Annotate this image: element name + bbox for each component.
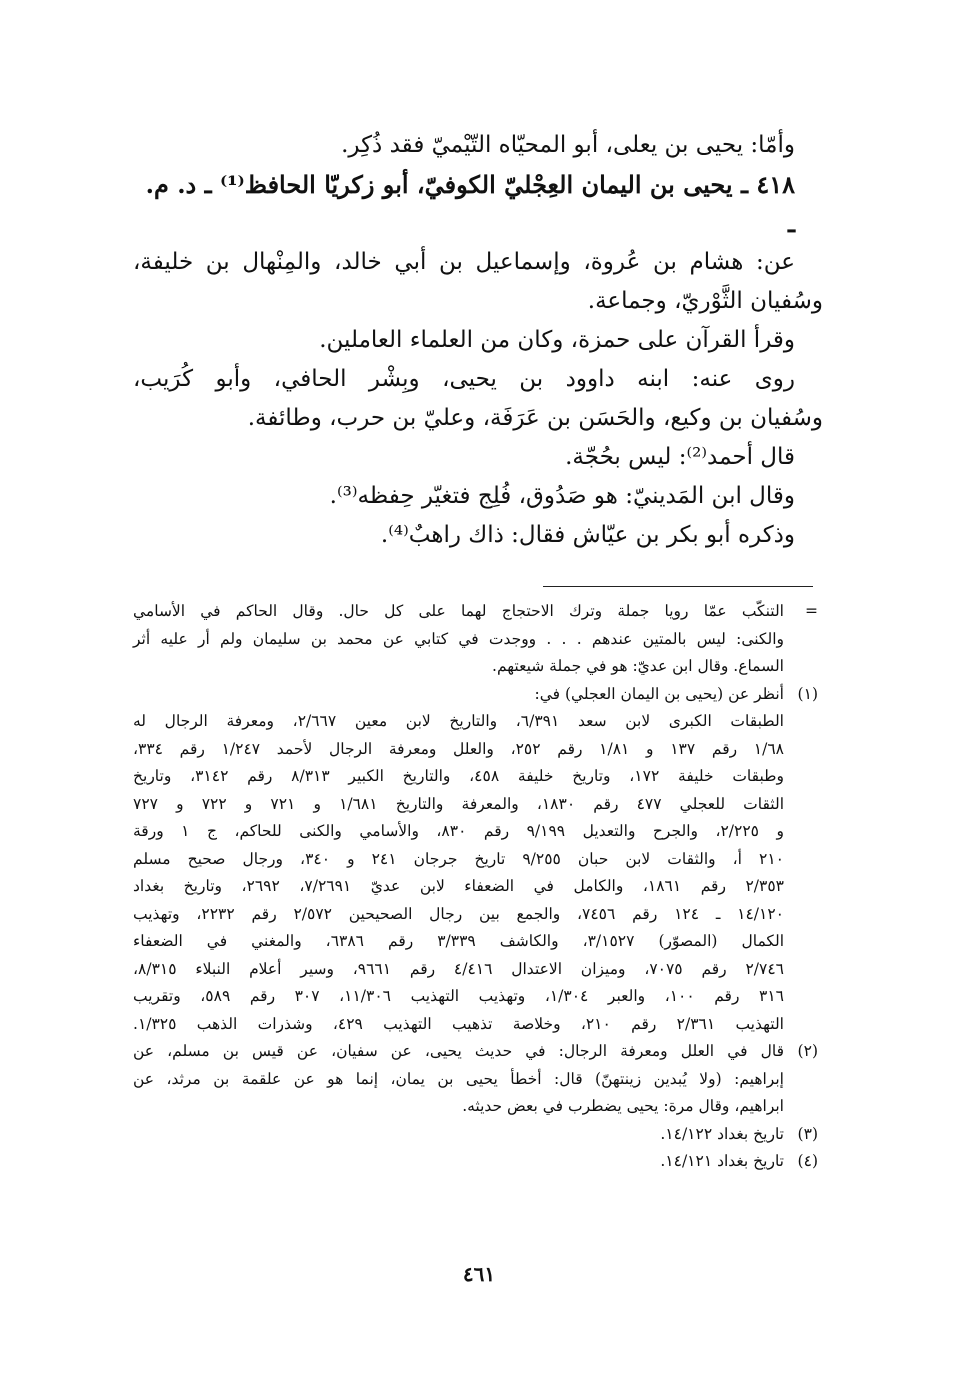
footnote-mark: = xyxy=(805,602,818,620)
footnotes xyxy=(133,598,818,1176)
footnote-divider xyxy=(543,586,813,587)
footnote-line: وطبقات خليفة ١٧٢، وتاريخ خليفة ٤٥٨، والتاريخ الكبير ٨/٣١٣ رقم ٣١٤٢، وتاريخ xyxy=(133,767,784,785)
footnote-line: الثقات للعجلي ٤٧٧ رقم ١٨٣٠، والمعرفة والتاريخ ١/٦٨١ و ٧٢١ و ٧٢٢ و ٧٢٧ xyxy=(133,794,785,813)
footnote-line: أنظر عن (يحيى بن اليمان العجلي) في: xyxy=(534,684,784,703)
footnote-mark: (٤) xyxy=(797,1152,818,1170)
text-line: عن: هشام بن عُروة، وإسماعيل بن أبي خالد، والمِنْهال بن خليفة، xyxy=(133,249,795,275)
footnote-line: ١٤/١٢٠ ـ ١٢٤ رقم ٧٤٥٦، والجمع بين رجال الصحيحين ٢/٥٧٢ رقم ٢٢٣٢، وتهذيب xyxy=(133,904,784,923)
text-line: وسُفيان بن وكيع، والحَسَن بن عَرَفَة، وعليّ بن حرب، وطائفة. xyxy=(247,405,823,431)
footnote-line: السماع. وقال ابن عديّ: هو في جملة شيعتهم. xyxy=(492,657,784,675)
footnote-line: ٢/٧٤٦ رقم ٧٠٧٥، وميزان الاعتدال ٤/٤١٦ رقم ٩٦٦١، وسير أعلام النبلاء ٨/٣١٥، xyxy=(133,959,784,978)
footnote-line: و ٢/٢٢٥، والجرح والتعديل ٩/١٩٩ رقم ٨٣٠، والأسامي والكنى للحاكم، ج ١ ورقة xyxy=(133,822,784,840)
main-text xyxy=(133,126,823,555)
text-line: وقرأ القرآن على حمزة، وكان من العلماء العاملين. xyxy=(319,327,795,353)
text-line: وقال ابن المَدينيّ: هو صَدُوق، فُلِج فتغيّر حِفظه⁽³⁾. xyxy=(329,483,795,509)
footnote-mark: (١) xyxy=(797,684,818,703)
footnote-mark: (٣) xyxy=(797,1124,818,1143)
entry-heading: ٤١٨ ـ يحيى بن اليمان العِجْليّ الكوفيّ، أبو زكريّا الحافظ⁽¹⁾ ـ د. م. ـ xyxy=(145,170,795,238)
footnote-line: الطبقات الكبرى لابن سعد ٦/٣٩١، والتاريخ لابن معين ٢/٦٦٧، ومعرفة الرجال له xyxy=(133,712,784,730)
footnote-line: ٣١٦ رقم ١٠٠، والعبر ١/٣٠٤، وتهذيب التهذيب ١١/٣٠٦، ٣٠٧ رقم ٥٨٩، وتقريب xyxy=(133,987,784,1005)
page-number: ٤٦١ xyxy=(462,1262,496,1286)
footnote-line: قال في العلل ومعرفة الرجال: في حديث يحيى، عن سفيان، عن قيس بن مسلم، عن xyxy=(133,1042,784,1060)
text-line: قال أحمد⁽²⁾: ليس بحُجّة. xyxy=(565,444,795,470)
footnote-2 xyxy=(133,1038,818,1121)
footnote-line: إبراهيم: (ولا يُبدين زينتهنّ) قال: أخطأ يحيى بن يمان، إنما هو عن علقمة بن مرثد، عن xyxy=(133,1069,784,1088)
footnote-3 xyxy=(133,1121,818,1149)
footnote-line: ١/٦٨ رقم ١٣٧ و ١/٨١ رقم ٢٥٢، والعلل ومعرفة الرجال لأحمد ١/٢٤٧ رقم ٣٣٤، xyxy=(133,739,784,758)
footnote-line: التنكّب عمّا رويا جملة وترك الاحتجاج لهما على كل حال. وقال الحاكم في الأسامي xyxy=(133,602,784,620)
footnote-mark: (٢) xyxy=(797,1042,818,1060)
footnote-line: ٢/٣٥٣ رقم ١٨٦١، والكامل في الضعفاء لابن عديّ ٧/٢٦٩١، ٢٦٩٢، وتاريخ بغداد xyxy=(133,877,784,895)
footnote-continued xyxy=(133,598,818,681)
footnote-line: التهذيب ٢/٣٦١ رقم ٢١٠، وخلاصة تذهيب التهذيب ٤٢٩، وشذرات الذهب ١/٣٢٥. xyxy=(133,1014,784,1033)
footnote-line: تاريخ بغداد ١٤/١٢٢. xyxy=(660,1124,784,1143)
text-line: روى عنه: ابنه داوود بن يحيى، وبِشْر الحافي، وأبو كُرَيب، xyxy=(133,366,795,392)
text-line: وذكره أبو بكر بن عيّاش فقال: ذاك راهبٌ⁽⁴⁾. xyxy=(380,522,795,548)
footnote-line: والكنى: ليس بالمتين عندهم . . . ووجدت في كتابي عن محمد بن سليمان ولم أر عليه أثر xyxy=(133,629,784,648)
footnote-line: الكمال (المصوّر) ٣/١٥٢٧، والكاشف ٣/٣٣٩ رقم ٦٣٨٦، والمغني في الضعفاء xyxy=(133,932,785,950)
footnote-line: ابراهيم، وقال مرة: يحيى يضطرب في بعض حديثه. xyxy=(462,1097,784,1115)
footnote-line: ٢١٠ أ، والثقات لابن حبان ٩/٢٥٥ تاريخ جرجان ٢٤١ و ٣٤٠، ورجال صحيح مسلم xyxy=(133,849,785,868)
text-line: وأمّا: يحيى بن يعلى، أبو المحيّاه التّيْميّ فقد ذُكِر. xyxy=(341,132,795,158)
text-line: وسُفيان الثَّوْريّ، وجماعة. xyxy=(587,288,823,314)
footnote-line: تاريخ بغداد ١٤/١٢١. xyxy=(660,1152,784,1170)
footnote-4 xyxy=(133,1148,818,1176)
footnote-1 xyxy=(133,681,818,1039)
